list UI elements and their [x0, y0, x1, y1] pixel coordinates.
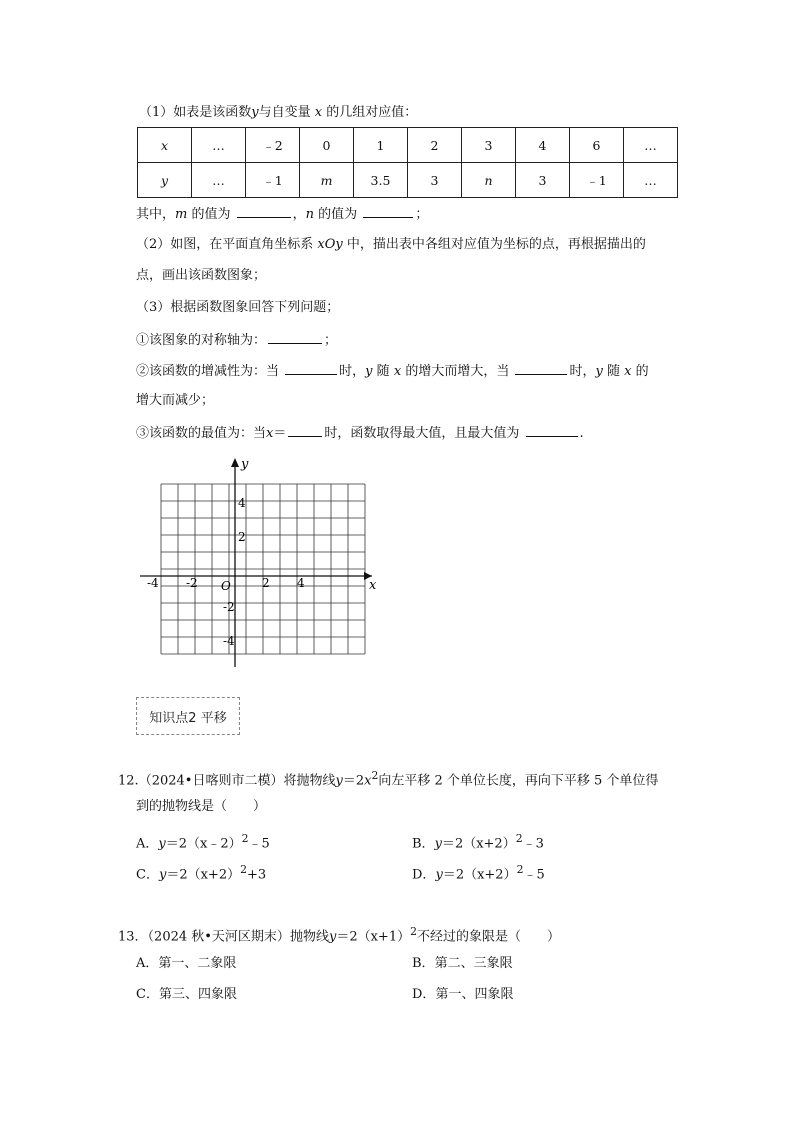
y-tick-label: 4: [238, 496, 246, 510]
part2-line1: （2）如图，在平面直角坐标系 xOy 中，描出表中各组对应值为坐标的点，再根据描出的: [136, 237, 646, 252]
q12-stem: 12.（2024•日喀则市二模）将抛物线$y=2x^2$向左平移 2 个单位长度，再向下平移 5 个单位得: [118, 769, 659, 789]
part3-q2: ②该函数的增减性为：当 时，y 随 x 的增大而增大，当 时，y 随 x 的: [136, 361, 649, 381]
q12-option-a[interactable]: A．y＝2（x﹣2）$^2$﹣5: [136, 832, 270, 852]
var-x: x: [314, 105, 323, 120]
part2-line2: 点，画出该函数图象；: [136, 268, 267, 283]
var-y: y: [251, 105, 259, 120]
table-cell: x: [138, 128, 192, 163]
q13-stem: 13．（2024 秋•天河区期末）抛物线$y=2(x+1)^2$不经过的象限是（ ）: [118, 925, 561, 945]
table-cell: 3.5: [354, 163, 408, 198]
table-cell: 6: [570, 128, 624, 163]
table-cell: 3: [408, 163, 462, 198]
part3-q1: ①该图象的对称轴为： ；: [136, 330, 337, 350]
part1-intro: （1）如表是该函数: [139, 105, 252, 120]
table-cell: …: [624, 128, 678, 163]
table-cell: 3: [462, 128, 516, 163]
table-cell: ﹣1: [570, 163, 624, 198]
table-cell: 3: [516, 163, 570, 198]
x-axis-label: x: [369, 578, 377, 593]
part3-title: （3）根据函数图象回答下列问题；: [136, 300, 340, 315]
x-tick-label: 4: [297, 576, 305, 590]
y-axis-arrow-icon: [231, 458, 239, 467]
table-cell: 2: [408, 128, 462, 163]
q13-option-d[interactable]: D．第一、四象限: [412, 987, 514, 1002]
q13-option-b[interactable]: B．第二、三象限: [412, 956, 513, 971]
y-axis-label: y: [241, 457, 249, 472]
x-tick-label: 2: [262, 576, 270, 590]
fill-line-mn: 其中，m 的值为 ，n 的值为 ；: [136, 204, 428, 224]
part3-q3: ③该函数的最值为：当x＝ 时，函数取得最大值，且最大值为 .: [136, 423, 584, 443]
q12-option-d[interactable]: D．$y=2(x+2)^2﹣5$: [412, 863, 545, 883]
q13-option-c[interactable]: C．第三、四象限: [136, 987, 237, 1002]
table-cell: ﹣1: [246, 163, 300, 198]
part1-mid: 与自变量: [258, 105, 311, 120]
table-cell: ﹣2: [246, 128, 300, 163]
table-cell: …: [624, 163, 678, 198]
y-tick-label: -2: [223, 600, 235, 614]
table-cell: …: [192, 163, 246, 198]
origin-label: O: [221, 579, 231, 593]
q12-stem-line2: 到的抛物线是（ ）: [136, 799, 267, 814]
part3-q2-line2: 增大而减少；: [136, 393, 215, 408]
table-cell: 1: [354, 128, 408, 163]
knowledge-point-label: 知识点2 平移: [149, 710, 227, 726]
table-cell: 4: [516, 128, 570, 163]
table-cell: 0: [300, 128, 354, 163]
table-cell: m: [300, 163, 354, 198]
table-cell: n: [462, 163, 516, 198]
x-tick-label: -2: [186, 576, 198, 590]
q12-option-b[interactable]: B．$y=2(x+2)^2﹣3$: [412, 832, 544, 852]
table-cell: …: [192, 128, 246, 163]
y-tick-label: -4: [223, 634, 235, 648]
q12-option-c[interactable]: C．$y=2(x+2)^2+3$: [136, 863, 267, 883]
table-cell: y: [138, 163, 192, 198]
knowledge-point-box: [136, 697, 240, 735]
x-tick-label: -4: [147, 576, 159, 590]
y-tick-label: 2: [238, 530, 246, 544]
q13-option-a[interactable]: A．第一、二象限: [136, 956, 237, 971]
part1-tail: 的几组对应值：: [326, 105, 418, 120]
